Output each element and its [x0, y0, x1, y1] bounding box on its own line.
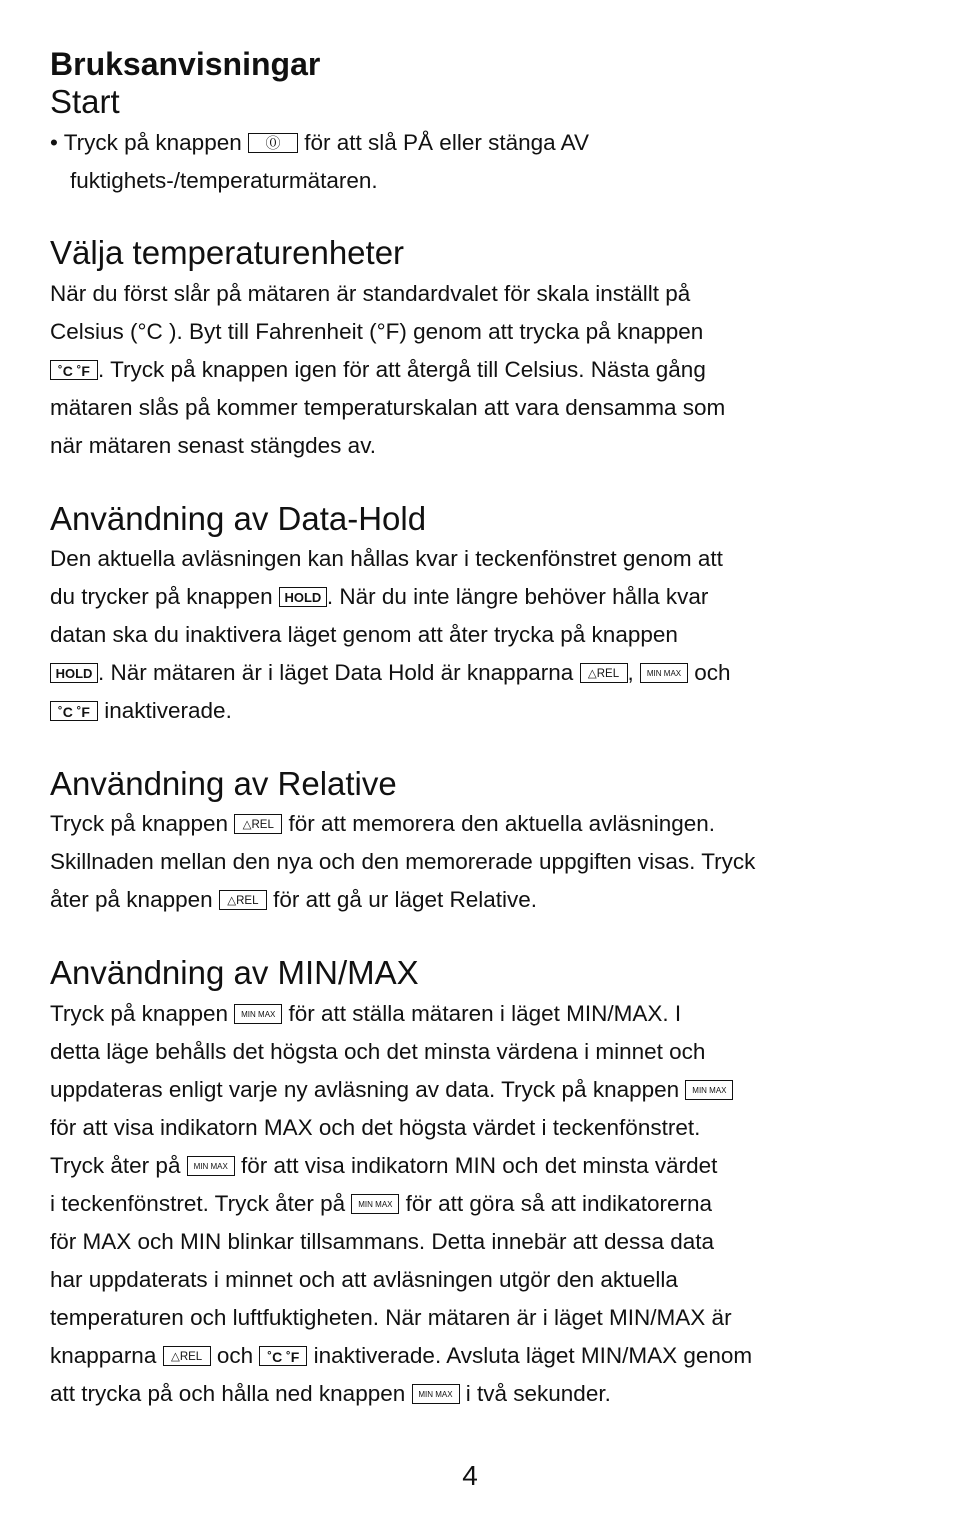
- text-line: Tryck på knappen MIN MAX för att ställa mätaren i läget MIN/MAX. I: [50, 1001, 682, 1026]
- section-body-relative: [50, 805, 920, 919]
- text-line: har uppdaterats i minnet och att avläsningen utgör den aktuella: [50, 1267, 678, 1292]
- rel-key-icon: △REL: [580, 663, 628, 683]
- text-line: Tryck åter på MIN MAX för att visa indikatorn MIN och det minsta värdet: [50, 1153, 718, 1178]
- text-line: detta läge behålls det högsta och det minsta värdena i minnet och: [50, 1039, 706, 1064]
- section-title-relative: Användning av Relative: [50, 765, 397, 802]
- text-line: • Tryck på knappen ⓪ för att slå PÅ eller stänga AV: [50, 130, 589, 155]
- text-line: Tryck på knappen △REL för att memorera den aktuella avläsningen.: [50, 811, 716, 836]
- minmax-key-icon: MIN MAX: [640, 663, 688, 683]
- text-line: Den aktuella avläsningen kan hållas kvar i teckenfönstret genom att: [50, 546, 723, 571]
- section-body-start: [50, 124, 920, 200]
- text-line: ˚C ˚F inaktiverade.: [50, 692, 920, 730]
- text-line: att trycka på och hålla ned knappen MIN MAX i två sekunder.: [50, 1381, 611, 1406]
- text-line: HOLD . När mätaren är i läget Data Hold är knapparna △REL , MIN MAX och: [50, 654, 920, 692]
- section-body-minmax: [50, 995, 920, 1413]
- hold-key-icon: HOLD: [279, 587, 327, 607]
- text-line: när mätaren senast stängdes av.: [50, 433, 377, 458]
- text-line: i teckenfönstret. Tryck åter på MIN MAX för att göra så att indikatorerna: [50, 1191, 713, 1216]
- text-line: för MAX och MIN blinkar tillsammans. Detta innebär att dessa data: [50, 1229, 715, 1254]
- hold-key-icon: HOLD: [50, 663, 98, 683]
- minmax-key-icon: MIN MAX: [187, 1156, 235, 1176]
- text-line: Celsius (°C ). Byt till Fahrenheit (°F) genom att trycka på knappen: [50, 319, 704, 344]
- text-line: mätaren slås på kommer temperaturskalan att vara densamma som: [50, 395, 726, 420]
- section-title-start: Start: [50, 83, 120, 120]
- minmax-key-icon: MIN MAX: [351, 1194, 399, 1214]
- minmax-key-icon: MIN MAX: [412, 1384, 460, 1404]
- text-line: datan ska du inaktivera läget genom att åter trycka på knappen: [50, 622, 678, 647]
- section-title-data-hold: Användning av Data-Hold: [50, 500, 427, 537]
- minmax-key-icon: MIN MAX: [685, 1080, 733, 1100]
- cf-key-icon: ˚C ˚F: [259, 1346, 307, 1366]
- text-line: du trycker på knappen HOLD . När du inte längre behöver hålla kvar: [50, 584, 709, 609]
- text-line: ˚C ˚F . Tryck på knappen igen för att återgå till Celsius. Nästa gång: [50, 351, 920, 389]
- power-key-icon: ⓪: [248, 133, 298, 153]
- text-line: åter på knappen △REL för att gå ur läget Relative.: [50, 887, 538, 912]
- page-number: 4: [462, 1460, 478, 1491]
- text-line: för att visa indikatorn MAX och det högsta värdet i teckenfönstret.: [50, 1115, 701, 1140]
- cf-key-icon: ˚C ˚F: [50, 701, 98, 721]
- text-line: temperaturen och luftfuktigheten. När mätaren är i läget MIN/MAX är: [50, 1305, 732, 1330]
- page-heading: Bruksanvisningar: [50, 46, 321, 82]
- rel-key-icon: △REL: [234, 814, 282, 834]
- text-line: När du först slår på mätaren är standardvalet för skala inställt på: [50, 281, 691, 306]
- text-line: uppdateras enligt varje ny avläsning av data. Tryck på knappen MIN MAX: [50, 1071, 920, 1109]
- rel-key-icon: △REL: [163, 1346, 211, 1366]
- cf-key-icon: ˚C ˚F: [50, 360, 98, 380]
- text-line: Skillnaden mellan den nya och den memorerade uppgiften visas. Tryck: [50, 849, 756, 874]
- text-line: knapparna △REL och ˚C ˚F inaktiverade. Avsluta läget MIN/MAX genom: [50, 1343, 753, 1368]
- section-body-units: [50, 275, 920, 465]
- minmax-key-icon: MIN MAX: [234, 1004, 282, 1024]
- section-body-data-hold: [50, 540, 920, 730]
- rel-key-icon: △REL: [219, 890, 267, 910]
- text-line: fuktighets-/temperaturmätaren.: [70, 168, 378, 193]
- section-title-minmax: Användning av MIN/MAX: [50, 954, 419, 991]
- section-title-units: Välja temperaturenheter: [50, 234, 405, 271]
